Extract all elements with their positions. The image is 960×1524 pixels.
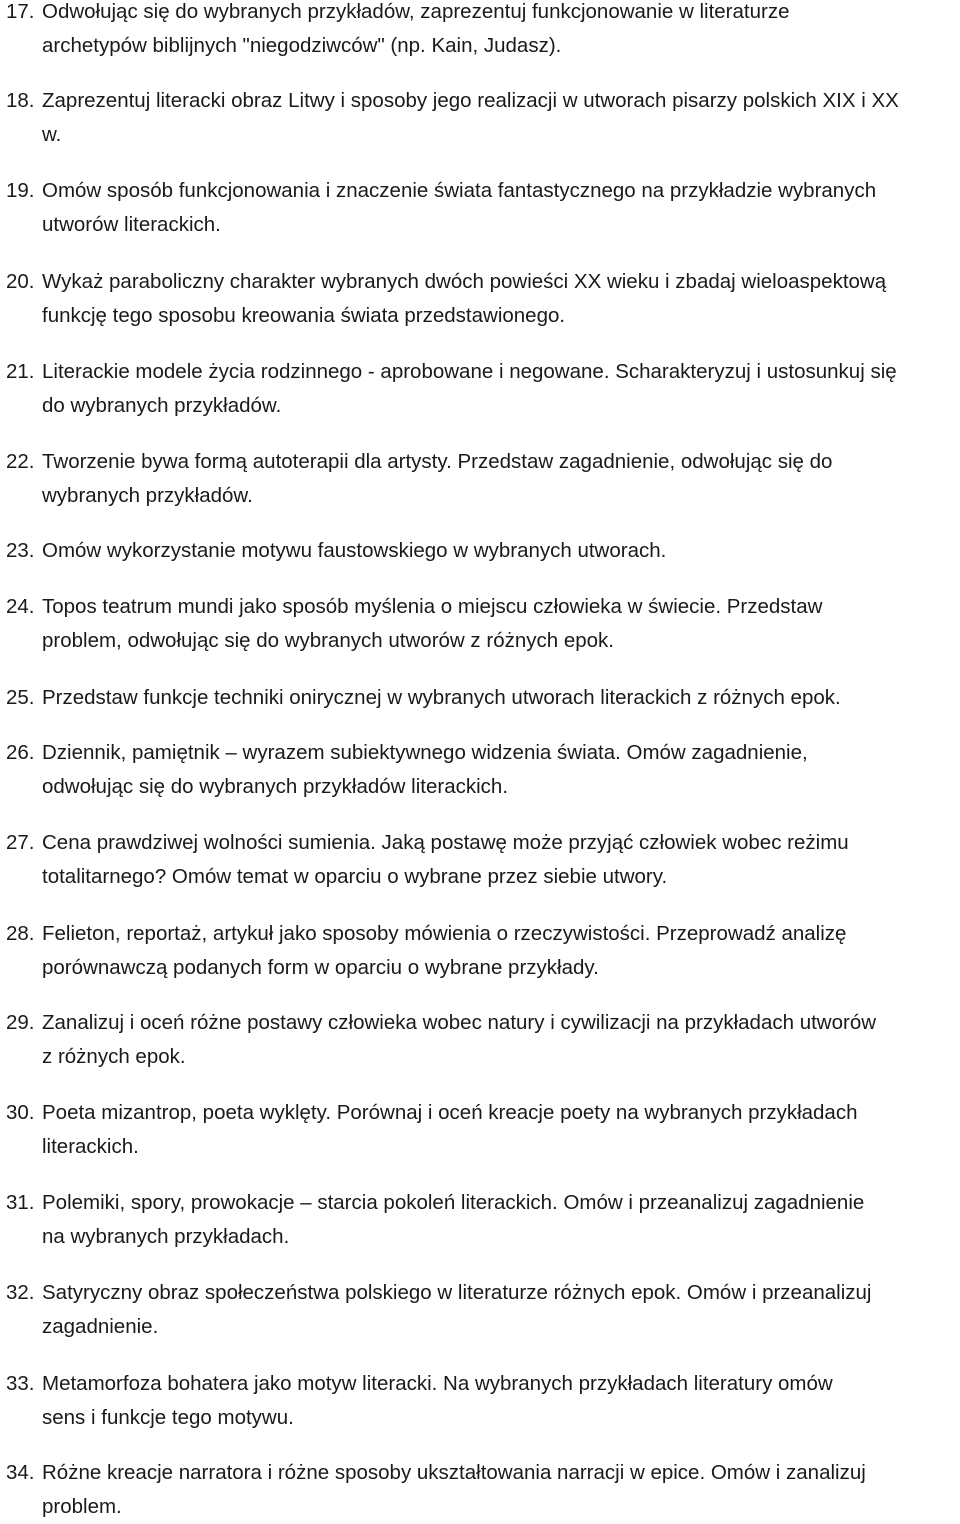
item-line: Zanalizuj i oceń różne postawy człowieka wobec natury i cywilizacji na przykładach utworów	[42, 1011, 877, 1034]
list-item	[6, 445, 960, 513]
item-line: utworów literackich.	[42, 213, 221, 236]
list-item	[6, 1276, 960, 1344]
item-text	[42, 1006, 960, 1074]
item-text	[42, 1186, 960, 1254]
item-number: 18.	[6, 89, 35, 112]
item-number: 20.	[6, 270, 35, 293]
item-number: 30.	[6, 1101, 35, 1124]
item-line: Topos teatrum mundi jako sposób myślenia o miejscu człowieka w świecie. Przedstaw	[42, 595, 823, 618]
item-line: do wybranych przykładów.	[42, 394, 282, 417]
item-line: na wybranych przykładach.	[42, 1225, 290, 1248]
item-line: archetypów biblijnych "niegodziwców" (np. Kain, Judasz).	[42, 34, 562, 57]
item-number: 17.	[6, 0, 35, 23]
item-number: 19.	[6, 179, 35, 202]
list-item	[6, 174, 960, 242]
item-line: odwołując się do wybranych przykładów literackich.	[42, 775, 509, 798]
item-text	[42, 826, 960, 894]
item-line: problem.	[42, 1495, 122, 1518]
item-text	[42, 1456, 960, 1524]
item-text	[42, 736, 960, 804]
item-text	[42, 1276, 960, 1344]
item-line: Literackie modele życia rodzinnego - aprobowane i negowane. Scharakteryzuj i ustosunkuj się	[42, 360, 897, 383]
list-item	[6, 355, 960, 423]
list-item	[6, 84, 960, 152]
item-number: 29.	[6, 1011, 35, 1034]
item-number: 34.	[6, 1461, 35, 1484]
item-line: z różnych epok.	[42, 1045, 186, 1068]
item-line: funkcję tego sposobu kreowania świata przedstawionego.	[42, 304, 566, 327]
item-line: Odwołując się do wybranych przykładów, zaprezentuj funkcjonowanie w literaturze	[42, 0, 790, 23]
list-item	[6, 534, 960, 568]
item-number: 26.	[6, 741, 35, 764]
item-line: Metamorfoza bohatera jako motyw literacki. Na wybranych przykładach literatury omów	[42, 1372, 833, 1395]
item-line: Dziennik, pamiętnik – wyrazem subiektywnego widzenia świata. Omów zagadnienie,	[42, 741, 808, 764]
item-text	[42, 590, 960, 658]
item-line: literackich.	[42, 1135, 139, 1158]
item-number: 21.	[6, 360, 35, 383]
list-item	[6, 826, 960, 894]
list-item	[6, 1367, 960, 1435]
item-line: Różne kreacje narratora i różne sposoby ukształtowania narracji w epice. Omów i zanalizuj	[42, 1461, 866, 1484]
list-item	[6, 1186, 960, 1254]
item-line: problem, odwołując się do wybranych utworów z różnych epok.	[42, 629, 614, 652]
item-text	[42, 534, 960, 568]
item-line: zagadnienie.	[42, 1315, 159, 1338]
list-item	[6, 736, 960, 804]
list-item	[6, 1096, 960, 1164]
item-line: Felieton, reportaż, artykuł jako sposoby mówienia o rzeczywistości. Przeprowadź analizę	[42, 922, 847, 945]
item-text	[42, 0, 960, 63]
item-text	[42, 1096, 960, 1164]
list-item	[6, 917, 960, 985]
item-line: Polemiki, spory, prowokacje – starcia pokoleń literackich. Omów i przeanalizuj zagadnienie	[42, 1191, 865, 1214]
list-item	[6, 681, 960, 715]
item-text	[42, 1367, 960, 1435]
list-item	[6, 1456, 960, 1524]
item-number: 23.	[6, 539, 35, 562]
item-line: Wykaż paraboliczny charakter wybranych dwóch powieści XX wieku i zbadaj wieloaspektową	[42, 270, 887, 293]
item-number: 32.	[6, 1281, 35, 1304]
item-number: 27.	[6, 831, 35, 854]
item-line: w.	[42, 123, 62, 146]
item-number: 24.	[6, 595, 35, 618]
list-item	[6, 0, 960, 63]
item-line: Satyryczny obraz społeczeństwa polskiego w literaturze różnych epok. Omów i przeanalizuj	[42, 1281, 872, 1304]
item-text	[42, 445, 960, 513]
item-line: Cena prawdziwej wolności sumienia. Jaką postawę może przyjąć człowiek wobec reżimu	[42, 831, 849, 854]
item-line: Tworzenie bywa formą autoterapii dla artysty. Przedstaw zagadnienie, odwołując się do	[42, 450, 833, 473]
item-text	[42, 84, 960, 152]
item-line: porównawczą podanych form w oparciu o wybrane przykłady.	[42, 956, 599, 979]
list-item	[6, 265, 960, 333]
item-number: 22.	[6, 450, 35, 473]
item-number: 33.	[6, 1372, 35, 1395]
item-text	[42, 174, 960, 242]
item-line: Omów wykorzystanie motywu faustowskiego w wybranych utworach.	[42, 539, 667, 562]
item-text	[42, 681, 960, 715]
list-item	[6, 1006, 960, 1074]
item-line: wybranych przykładów.	[42, 484, 253, 507]
item-line: Poeta mizantrop, poeta wyklęty. Porównaj i oceń kreacje poety na wybranych przykładach	[42, 1101, 858, 1124]
item-number: 31.	[6, 1191, 35, 1214]
list-item	[6, 590, 960, 658]
item-number: 25.	[6, 686, 35, 709]
item-text	[42, 265, 960, 333]
item-text	[42, 355, 960, 423]
item-line: Omów sposób funkcjonowania i znaczenie świata fantastycznego na przykładzie wybranych	[42, 179, 877, 202]
item-text	[42, 917, 960, 985]
item-line: totalitarnego? Omów temat w oparciu o wybrane przez siebie utwory.	[42, 865, 668, 888]
item-line: Zaprezentuj literacki obraz Litwy i sposoby jego realizacji w utworach pisarzy polskich XIX i XX	[42, 89, 899, 112]
item-line: Przedstaw funkcje techniki onirycznej w wybranych utworach literackich z różnych epok.	[42, 686, 841, 709]
item-line: sens i funkcje tego motywu.	[42, 1406, 294, 1429]
item-number: 28.	[6, 922, 35, 945]
